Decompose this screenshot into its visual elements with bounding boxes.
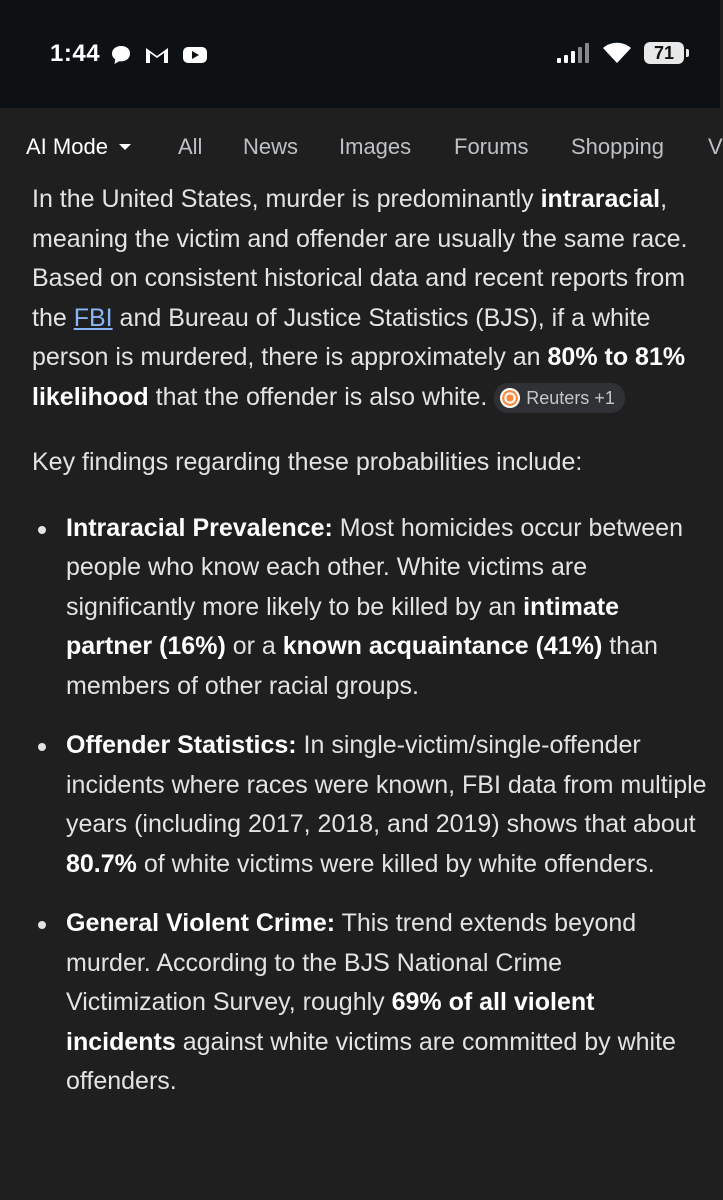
bullet-text: Most homicides occur between people who know each other. White victims are significantly more likely to be killed by an bbox=[66, 513, 683, 621]
bullet-bold: known acquaintance (41%) bbox=[282, 632, 603, 660]
bullet-title: General Violent Crime: bbox=[66, 909, 336, 937]
intro-paragraph bbox=[32, 180, 708, 417]
tab-shopping[interactable]: Shopping bbox=[571, 134, 664, 159]
tab-images[interactable]: Images bbox=[339, 134, 412, 159]
bullet-bold: 69% of all violent incidents bbox=[66, 988, 595, 1056]
reuters-logo-icon bbox=[500, 388, 520, 408]
chat-bubble-icon bbox=[110, 44, 132, 66]
bullet-title: Intraracial Prevalence: bbox=[66, 513, 333, 542]
bullet-text: or a bbox=[225, 632, 283, 660]
intro-text-4: that the offender is also white. bbox=[148, 382, 488, 411]
ai-response bbox=[32, 180, 708, 1122]
signal-icon bbox=[556, 42, 590, 64]
tab-forums[interactable]: Forums bbox=[454, 134, 529, 159]
bullet-text: of white victims were killed by white offenders. bbox=[136, 849, 655, 878]
status-time: 1:44 bbox=[50, 40, 101, 67]
chevron-down-icon bbox=[118, 142, 132, 152]
intro-text-1: In the United States, murder is predominantly bbox=[32, 185, 541, 213]
source-chip-label: Reuters +1 bbox=[526, 387, 615, 408]
youtube-icon bbox=[182, 45, 208, 65]
search-tabs bbox=[0, 108, 723, 188]
bullet-icon bbox=[38, 743, 46, 751]
tab-label: AI Mode bbox=[26, 134, 108, 159]
intro-text-2: , meaning the victim and offender are usually the same race. Based on consistent historical data and recent reports from the bbox=[32, 185, 688, 332]
tab-ai-mode[interactable] bbox=[26, 134, 132, 160]
bullet-text: This trend extends beyond murder. According to the BJS National Crime Victimization Survey, roughly bbox=[66, 909, 637, 1016]
tab-all[interactable]: All bbox=[178, 134, 203, 159]
bullet-text: than members of other racial groups. bbox=[66, 632, 658, 700]
findings-list bbox=[32, 509, 708, 1102]
bullet-title: Offender Statistics: bbox=[66, 731, 297, 759]
bullet-text: against white victims are committed by white offenders. bbox=[66, 1027, 676, 1095]
status-right bbox=[556, 42, 684, 64]
source-chip[interactable] bbox=[494, 383, 625, 413]
list-item bbox=[32, 726, 708, 884]
intro-text-3: and Bureau of Justice Statistics (BJS), if a white person is murdered, there is approximately an bbox=[32, 303, 651, 371]
bullet-icon bbox=[38, 526, 46, 534]
intro-bold-2: 80% to 81% likelihood bbox=[32, 343, 686, 411]
intro-bold-1: intraracial bbox=[540, 185, 661, 213]
wifi-icon bbox=[602, 42, 632, 64]
bullet-bold: intimate partner (16%) bbox=[66, 592, 620, 660]
tab-more[interactable]: V bbox=[708, 134, 723, 159]
battery-indicator: 71 bbox=[644, 42, 684, 64]
tab-news[interactable]: News bbox=[243, 134, 299, 159]
key-findings-heading: Key findings regarding these probabilities include: bbox=[32, 448, 583, 476]
status-left-icons bbox=[110, 44, 208, 66]
list-item bbox=[32, 904, 708, 1102]
list-item bbox=[32, 509, 708, 707]
bullet-icon bbox=[38, 921, 46, 929]
bullet-bold: 80.7% bbox=[66, 849, 137, 878]
status-bar bbox=[0, 0, 720, 108]
gmail-icon bbox=[144, 45, 170, 65]
fbi-link[interactable]: FBI bbox=[73, 303, 113, 332]
bullet-text: In single-victim/single-offender incidents where races were known, FBI data from multiple years (including 2017, 2018, and 2019) shows that about bbox=[66, 731, 707, 838]
